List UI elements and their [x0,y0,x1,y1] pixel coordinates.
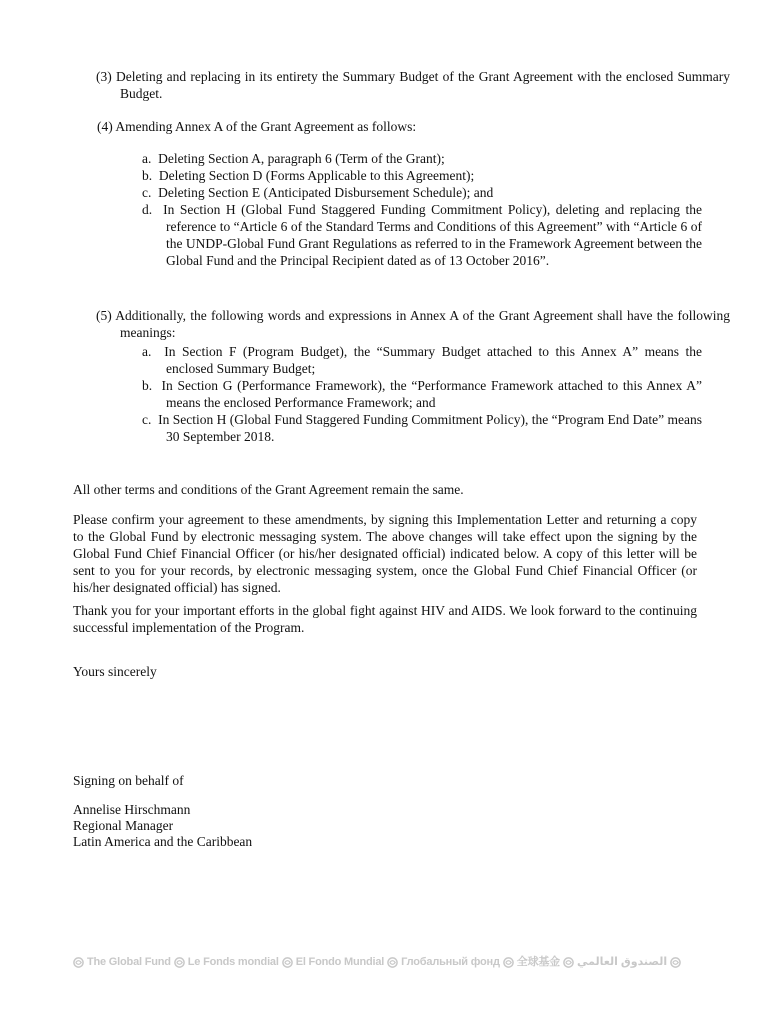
signatory-name: Annelise Hirschmann [73,802,191,817]
amendment-item-4-sublist [142,150,702,269]
item-text: Amending Annex A of the Grant Agreement as follows: [115,119,417,134]
amendment-item-3 [96,68,730,102]
global-fund-swirl-icon [174,957,185,968]
footer-name-fr: Le Fonds mondial [187,956,279,968]
amendment-item-5 [96,307,730,341]
list-item: b. Deleting Section D (Forms Applicable to this Agreement); [142,168,475,183]
global-fund-swirl-icon [387,957,398,968]
global-fund-swirl-icon [282,957,293,968]
list-item: a. Deleting Section A, paragraph 6 (Term of the Grant); [142,151,445,166]
signatory-block [73,802,473,850]
closing-salutation: Yours sincerely [73,664,157,679]
item-number: (5) [96,308,112,323]
global-fund-swirl-icon [503,957,514,968]
signatory-region: Latin America and the Caribbean [73,834,253,849]
footer-name-ar: الصندوق العالمي [576,956,668,968]
list-item: b. In Section G (Performance Framework), the “Performance Framework attached to this Annex A” means the enclosed Performance Framework; and [142,378,703,410]
footer-name-zh: 全球基金 [516,956,560,968]
item-text: Additionally, the following words and expressions in Annex A of the Grant Agreement shall have the following meanings: [115,308,730,340]
global-fund-swirl-icon [670,957,681,968]
signatory-title: Regional Manager [73,818,174,833]
item-text: Deleting and replacing in its entirety the Summary Budget of the Grant Agreement with the enclosed Summary Budget. [115,69,730,101]
footer-name-ru: Глобальный фонд [401,956,500,968]
other-terms-paragraph: All other terms and conditions of the Grant Agreement remain the same. [73,482,464,497]
amendment-item-4 [97,118,731,135]
global-fund-swirl-icon [73,957,84,968]
list-item: c. In Section H (Global Fund Staggered Funding Commitment Policy), the “Program End Date” means 30 September 2018. [142,412,702,444]
confirm-paragraph: Please confirm your agreement to these amendments, by signing this Implementation Letter and returning a copy to the Global Fund by electronic messaging system. The above changes will take effect upon the signing by the Global Fund Chief Financial Officer (or his/her designated official) indicated below. A copy of this letter will be sent to you for your records, by electronic messaging system, once the Global Fund Chief Financial Officer (or his/her designated official) has signed. [73,512,697,595]
amendment-item-5-sublist [142,343,702,445]
footer-name-en: The Global Fund [87,956,171,968]
list-item: c. Deleting Section E (Anticipated Disbursement Schedule); and [142,185,494,200]
global-fund-swirl-icon [563,957,574,968]
footer-multilingual-logo [73,954,713,971]
list-item: a. In Section F (Program Budget), the “Summary Budget attached to this Annex A” means the enclosed Summary Budget; [142,344,703,376]
item-number: (3) [96,69,112,84]
footer-name-es: El Fondo Mundial [295,956,385,968]
item-number: (4) [97,119,113,134]
signing-on-behalf-label: Signing on behalf of [73,773,184,788]
thanks-paragraph: Thank you for your important efforts in the global fight against HIV and AIDS. We look forward to the continuing successful implementation of the Program. [73,603,697,635]
list-item: d. In Section H (Global Fund Staggered Funding Commitment Policy), deleting and replacing the reference to “Article 6 of the Standard Terms and Conditions of this Agreement” with “Article 6 of the UNDP-Global Fund Grant Regulations as referred to in the Framework Agreement between the Global Fund and the Principal Recipient dated as of 13 October 2016”. [142,202,702,268]
